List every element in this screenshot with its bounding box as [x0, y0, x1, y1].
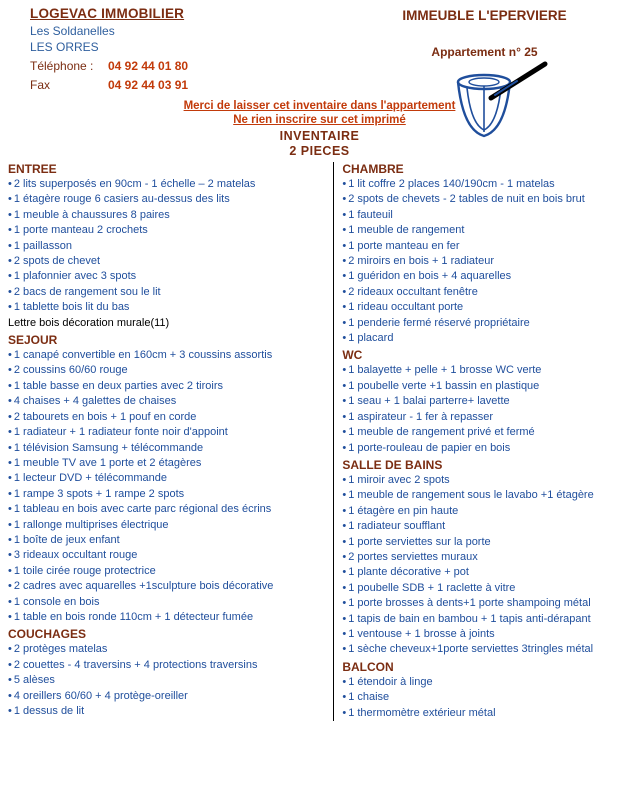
inventory-item: • 1 poubelle SDB + 1 raclette à vitre	[342, 581, 631, 596]
inventory-item: • 1 aspirateur - 1 fer à repasser	[342, 410, 631, 425]
right-column	[334, 162, 631, 721]
section-title-entree: ENTREE	[8, 162, 57, 176]
inventory-item: • 1 étendoir à linge	[342, 675, 631, 690]
inventory-item: • 1 meuble de rangement	[342, 223, 631, 238]
section-title-chambre: CHAMBRE	[342, 162, 404, 176]
inventory-item: • 1 console en bois	[8, 595, 325, 610]
inventory-item: • 1 fauteuil	[342, 208, 631, 223]
section-title-balcon: BALCON	[342, 659, 394, 674]
inventory-item: • 1 plante décorative + pot	[342, 565, 631, 580]
header-notices	[8, 98, 631, 158]
inventory-item: • 1 porte-rouleau de papier en bois	[342, 441, 631, 456]
inventory-item: • 2 protèges matelas	[8, 642, 325, 657]
inventory-item: • 2 miroirs en bois + 1 radiateur	[342, 254, 631, 269]
inventory-item: • 1 boîte de jeux enfant	[8, 533, 325, 548]
inventory-item: • 1 thermomètre extérieur métal	[342, 706, 631, 721]
inventory-item: • 1 meuble de rangement privé et fermé	[342, 425, 631, 440]
inventory-item: • 1 paillasson	[8, 239, 325, 254]
inventory-item: • 1 dessus de lit	[8, 704, 325, 719]
inventory-item: • 1 ventouse + 1 brosse à joints	[342, 627, 631, 642]
notice-keep-inventory: Merci de laisser cet inventaire dans l'appartement	[183, 100, 456, 112]
inventory-item: • 2 tabourets en bois + 1 pouf en corde	[8, 410, 325, 425]
fax-value: 04 92 44 03 91	[108, 78, 189, 92]
inventory-item: • 1 penderie fermé réservé propriétaire	[342, 316, 631, 331]
apartment-number: Appartement n° 25	[431, 45, 538, 59]
inventory-item: • 1 balayette + pelle + 1 brosse WC verte	[342, 363, 631, 378]
inventory-item: • 2 spots de chevet	[8, 254, 325, 269]
agency-name: LOGEVAC IMMOBILIER	[30, 6, 185, 21]
inventory-item: • 1 tapis de bain en bambou + 1 tapis anti-dérapant	[342, 612, 631, 627]
inventory-item: • 1 plafonnier avec 3 spots	[8, 269, 325, 284]
inventory-item: • 1 étagère rouge 6 casiers au-dessus des lits	[8, 192, 325, 207]
inventory-item: • 2 portes serviettes muraux	[342, 550, 631, 565]
inventory-item: • 1 étagère en pin haute	[342, 504, 631, 519]
section-title-couchages: COUCHAGES	[8, 627, 87, 642]
inventory-item: • 1 porte manteau 2 crochets	[8, 223, 325, 238]
inventory-item: • 1 chaise	[342, 690, 631, 705]
building-block	[338, 6, 631, 59]
section-title-sejour: SEJOUR	[8, 333, 58, 348]
inventory-columns	[8, 162, 631, 721]
inventory-item: • 1 table en bois ronde 110cm + 1 détecteur fumée	[8, 610, 325, 625]
inventory-item: • 2 bacs de rangement sou le lit	[8, 285, 325, 300]
inventory-item: • 1 guéridon en bois + 4 aquarelles	[342, 269, 631, 284]
document-header	[8, 6, 631, 158]
fax-label: Fax	[30, 78, 51, 92]
section-items-entree	[8, 177, 325, 331]
inventory-item: • 1 rallonge multiprises électrique	[8, 518, 325, 533]
agency-address-line1: Les Soldanelles	[30, 24, 115, 38]
inventory-item: • 2 rideaux occultant fenêtre	[342, 285, 631, 300]
section-items-chambre	[342, 177, 631, 346]
document-subtitle: 2 PIECES	[289, 144, 350, 158]
inventory-item: • 1 poubelle verte +1 bassin en plastique	[342, 379, 631, 394]
document-title: INVENTAIRE	[279, 129, 360, 143]
section-title-salle-de-bains: SALLE DE BAINS	[342, 457, 443, 472]
left-column	[8, 162, 334, 721]
inventory-item: • 1 télévision Samsung + télécommande	[8, 441, 325, 456]
inventory-item: • 1 rideau occultant porte	[342, 300, 631, 315]
inventory-item: • 2 coussins 60/60 rouge	[8, 363, 325, 378]
inventory-item: • 2 lits superposés en 90cm - 1 échelle – 2 matelas	[8, 177, 325, 192]
section-items-couchages	[8, 642, 325, 719]
section-items-balcon	[342, 675, 631, 721]
inventory-item: • 1 radiateur soufflant	[342, 519, 631, 534]
inventory-item: • 1 porte brosses à dents+1 porte shampoing métal	[342, 596, 631, 611]
section-items-salle-de-bains	[342, 473, 631, 658]
inventory-item: • 1 radiateur + 1 radiateur fonte noir d'appoint	[8, 425, 325, 440]
inventory-item: • 1 miroir avec 2 spots	[342, 473, 631, 488]
inventory-item: • 1 sèche cheveux+1porte serviettes 3tringles métal	[342, 642, 631, 657]
inventory-item: • 2 couettes - 4 traversins + 4 protections traversins	[8, 658, 325, 673]
inventory-item: • 1 table basse en deux parties avec 2 tiroirs	[8, 379, 325, 394]
inventory-item-plain: Lettre bois décoration murale(11)	[8, 316, 170, 329]
inventory-item: • 1 porte manteau en fer	[342, 239, 631, 254]
inventory-item: • 1 canapé convertible en 160cm + 3 coussins assortis	[8, 348, 325, 363]
phone-label: Téléphone :	[30, 59, 94, 73]
inventory-item: • 1 meuble TV ave 1 porte et 2 étagères	[8, 456, 325, 471]
inventory-item: • 1 tableau en bois avec carte parc régional des écrins	[8, 502, 325, 517]
inventory-item: • 1 lit coffre 2 places 140/190cm - 1 matelas	[342, 177, 631, 192]
section-items-wc	[342, 363, 631, 455]
agency-block	[8, 6, 338, 92]
phone-row	[30, 59, 338, 73]
inventory-item: • 4 chaises + 4 galettes de chaises	[8, 394, 325, 409]
notice-do-not-write: Ne rien inscrire sur cet imprimé	[233, 114, 406, 126]
inventory-item: • 1 placard	[342, 331, 631, 346]
inventory-item: • 1 rampe 3 spots + 1 rampe 2 spots	[8, 487, 325, 502]
inventory-item: • 1 seau + 1 balai parterre+ lavette	[342, 394, 631, 409]
inventory-item: • 5 alèses	[8, 673, 325, 688]
agency-address-line2: LES ORRES	[30, 40, 99, 54]
building-name: IMMEUBLE L'EPERVIERE	[402, 8, 567, 23]
inventory-item: • 2 cadres avec aquarelles +1sculpture bois décorative	[8, 579, 325, 594]
inventory-item: • 2 spots de chevets - 2 tables de nuit en bois brut	[342, 192, 631, 207]
phone-value: 04 92 44 01 80	[108, 59, 189, 73]
inventory-item: • 1 porte serviettes sur la porte	[342, 535, 631, 550]
inventory-item: • 1 meuble de rangement sous le lavabo +1 étagère	[342, 488, 631, 503]
inventory-item: • 1 lecteur DVD + télécommande	[8, 471, 325, 486]
section-items-sejour	[8, 348, 325, 625]
inventory-item: • 1 tablette bois lit du bas	[8, 300, 325, 315]
section-title-wc: WC	[342, 348, 363, 363]
inventory-item: • 1 toile cirée rouge protectrice	[8, 564, 325, 579]
inventory-item: • 4 oreillers 60/60 + 4 protège-oreiller	[8, 689, 325, 704]
inventory-item: • 1 meuble à chaussures 8 paires	[8, 208, 325, 223]
fax-row	[30, 78, 338, 92]
inventory-item: • 3 rideaux occultant rouge	[8, 548, 325, 563]
